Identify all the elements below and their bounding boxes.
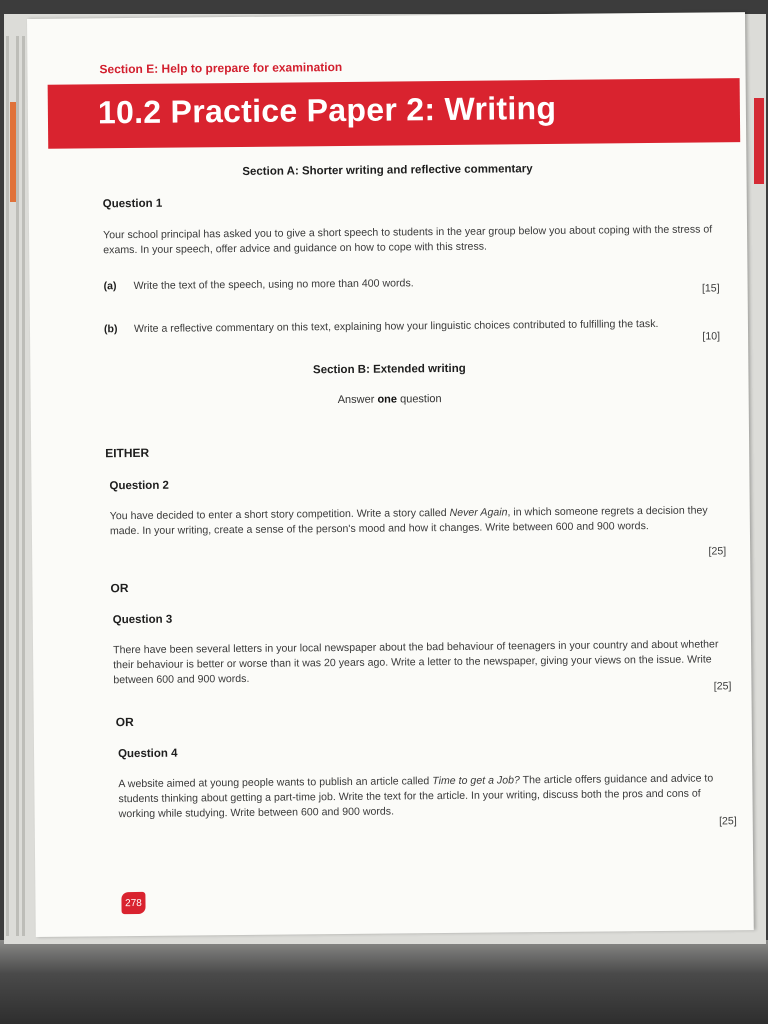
question-3-heading: Question 3 (112, 613, 173, 627)
question-2-text (110, 503, 722, 539)
section-b-instruction (31, 390, 749, 409)
page-number-badge: 278 (121, 892, 145, 914)
question-1-text: Your school principal has asked you to give a short speech to students in the year group below you about coping with the stress of exams. In your speech, offer advice and guidance on how to cope with this stress. (103, 223, 713, 257)
part-a-text: Write the text of the speech, using no more than 400 words. (133, 277, 414, 292)
section-b-heading: Section B: Extended writing (312, 362, 466, 377)
question-4-text-end: The article offers guidance and advice to students thinking about getting a part-time job. Write the text for the article. In your writing, discuss both the pros and cons of working while studying. Write between 600 and 900 words. (118, 772, 714, 821)
section-kicker: Section E: Help to prepare for examination (99, 59, 343, 77)
part-a-label: (a) (103, 280, 117, 293)
question-1-part-b (103, 317, 716, 336)
title-band (48, 78, 741, 149)
book-page (27, 12, 754, 937)
question-4-text-start: A website aimed at young people wants to publish an article called (118, 775, 433, 791)
part-b-text: Write a reflective commentary on this text, explaining how your linguistic choices contributed to fulfilling the task. (133, 317, 659, 335)
question-4-article-title: Time to get a Job? (432, 774, 520, 788)
question-4-heading: Question 4 (118, 747, 178, 761)
question-2-text-start: You have decided to enter a short story competition. Write a story called (109, 506, 450, 523)
part-a-marks: [15] (701, 282, 720, 295)
or-label: OR (115, 715, 134, 730)
instruction-post: question (396, 393, 442, 406)
question-2-marks: [25] (708, 545, 727, 558)
question-1-heading: Question 1 (102, 197, 163, 211)
page-title: 10.2 Practice Paper 2: Writing (97, 89, 557, 131)
stack-edge (22, 36, 25, 936)
stack-color-tab (10, 102, 16, 202)
stack-edge (16, 36, 19, 936)
instruction-emphasis: one (377, 393, 398, 406)
question-2-text-end: , in which someone regrets a decision they made. In your writing, create a sense of the person's mood and how it changes. Write between 600 and 900 words. (109, 504, 708, 538)
section-a-heading: Section A: Shorter writing and reflective commentary (242, 163, 533, 178)
or-label: OR (110, 581, 129, 596)
question-2-story-title: Never Again (449, 506, 508, 519)
stack-edge (6, 36, 9, 936)
instruction-pre: Answer (337, 393, 378, 407)
question-3-marks: [25] (713, 680, 732, 693)
part-b-marks: [10] (702, 330, 721, 343)
question-4-text (118, 771, 730, 822)
scanner-background (0, 940, 768, 1024)
part-b-label: (b) (103, 323, 118, 336)
question-2-heading: Question 2 (109, 479, 169, 493)
question-3-text: There have been several letters in your local newspaper about the bad behaviour of teenagers in your country and about whether their behaviour is better or worse than it was 20 years ago. Write a letter to the newspaper, giving your views on the issue. Write between 600 and 900 words. (113, 638, 719, 687)
either-label: EITHER (105, 445, 150, 461)
question-4-marks: [25] (719, 815, 737, 828)
stack-color-tab-right (754, 98, 764, 184)
